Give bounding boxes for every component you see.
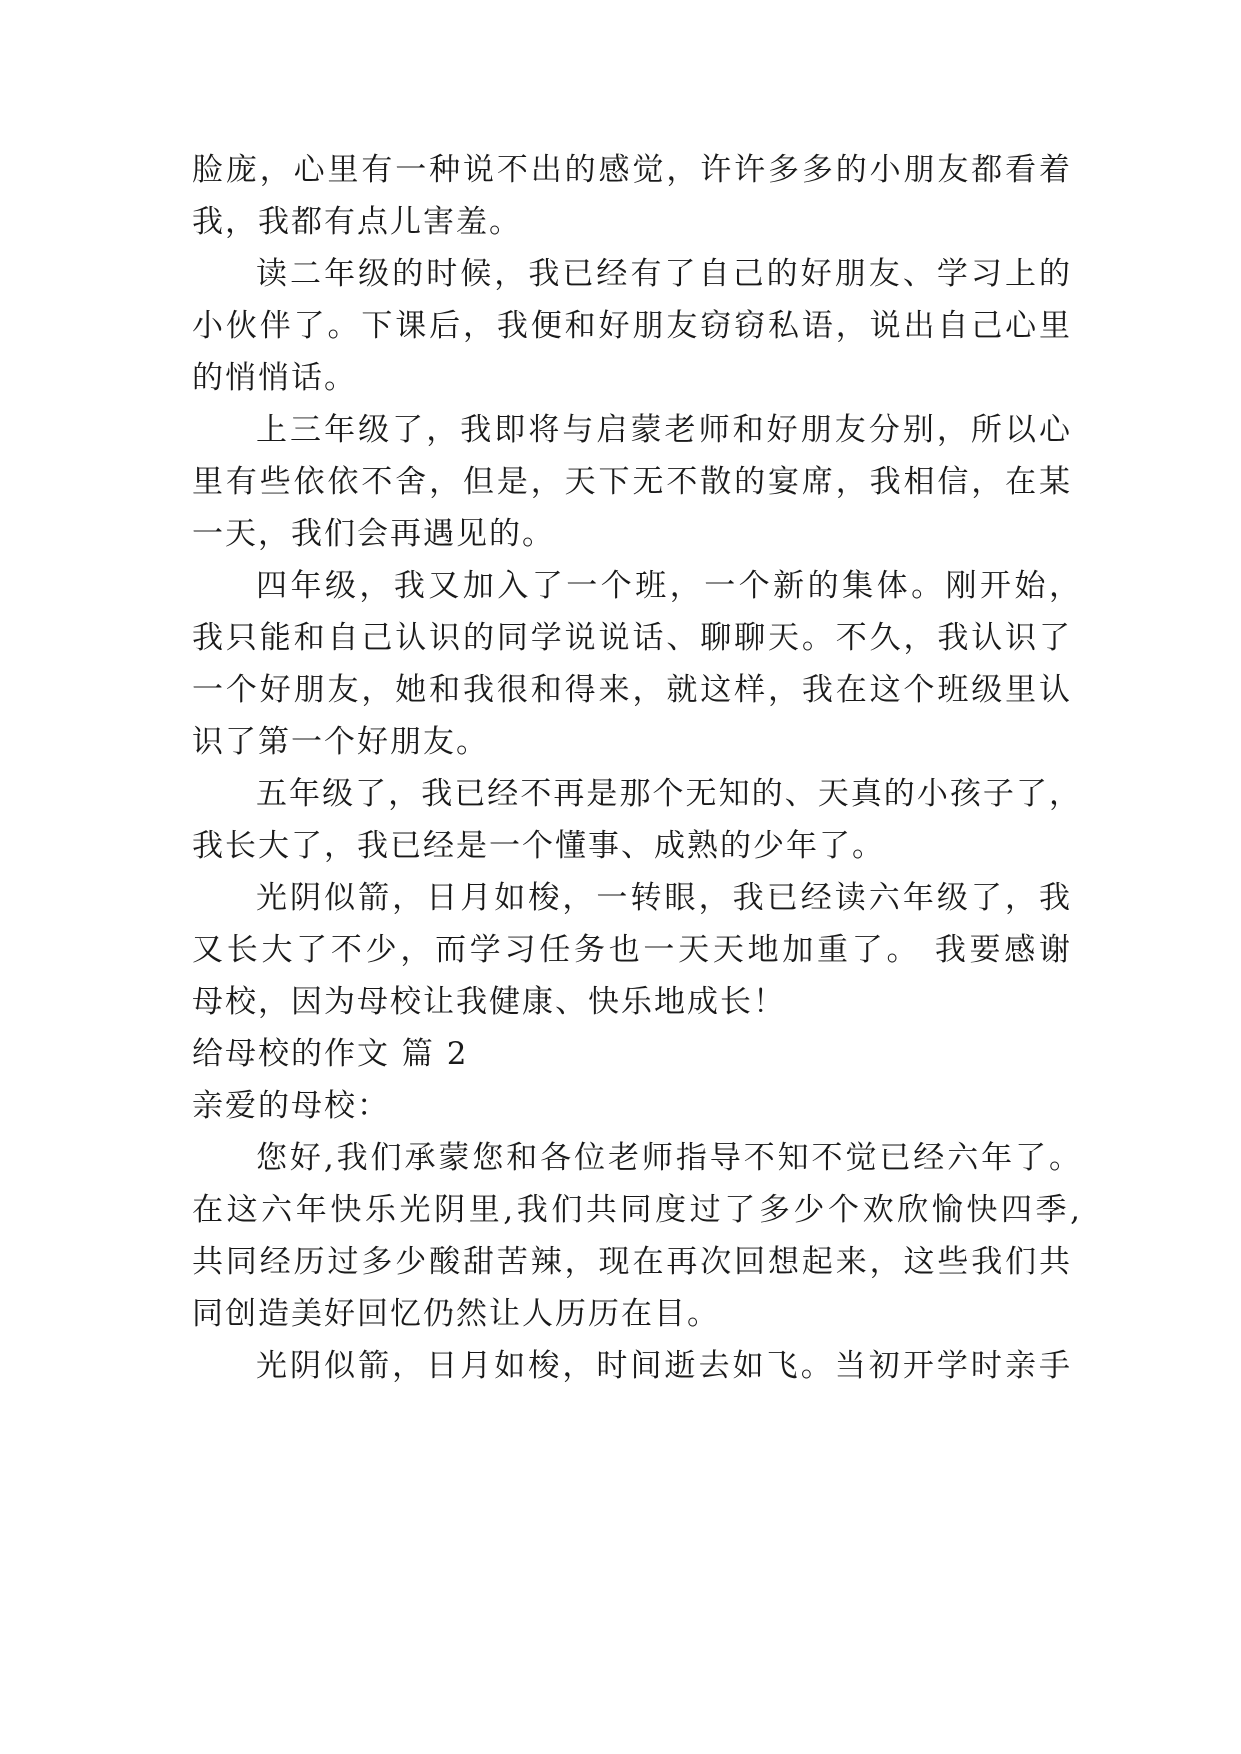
paragraph-line: 又长大了不少，而学习任务也一天天地加重了。 我要感谢 [192,932,1072,968]
salutation: 亲爱的母校： [192,1088,390,1124]
paragraph-line: 一个好朋友，她和我很和得来，就这样，我在这个班级里认 [192,672,1072,708]
paragraph-line: 共同经历过多少酸甜苦辣，现在再次回想起来，这些我们共 [192,1244,1072,1280]
paragraph-line: 我只能和自己认识的同学说说话、聊聊天。不久，我认识了 [192,620,1072,656]
paragraph-line: 在这六年快乐光阴里,我们共同度过了多少个欢欣愉快四季, [192,1192,1082,1228]
paragraph-line: 脸庞，心里有一种说不出的感觉，许许多多的小朋友都看着 [192,152,1072,188]
paragraph-line: 同创造美好回忆仍然让人历历在目。 [192,1296,720,1332]
paragraph-line: 一天，我们会再遇见的。 [192,516,555,552]
paragraph-line: 您好,我们承蒙您和各位老师指导不知不觉已经六年了。 [256,1140,1082,1176]
paragraph-line: 我长大了，我已经是一个懂事、成熟的少年了。 [192,828,885,864]
paragraph-line: 四年级，我又加入了一个班，一个新的集体。刚开始， [256,568,1082,604]
paragraph-line: 上三年级了，我即将与启蒙老师和好朋友分别，所以心 [256,412,1072,448]
paragraph-line: 五年级了，我已经不再是那个无知的、天真的小孩子了， [256,776,1082,812]
section-heading: 给母校的作文 篇 2 [192,1036,469,1072]
paragraph-line: 识了第一个好朋友。 [192,724,489,760]
paragraph-line: 读二年级的时候，我已经有了自己的好朋友、学习上的 [256,256,1072,292]
paragraph-line: 光阴似箭，日月如梭，一转眼，我已经读六年级了，我 [256,880,1072,916]
paragraph-line: 的悄悄话。 [192,360,357,396]
paragraph-line: 小伙伴了。下课后，我便和好朋友窃窃私语，说出自己心里 [192,308,1072,344]
paragraph-line: 里有些依依不舍，但是，天下无不散的宴席，我相信，在某 [192,464,1072,500]
paragraph-line: 我，我都有点儿害羞。 [192,204,522,240]
paragraph-line: 光阴似箭，日月如梭，时间逝去如飞。当初开学时亲手 [256,1348,1072,1384]
paragraph-line: 母校，因为母校让我健康、快乐地成长！ [192,984,786,1020]
